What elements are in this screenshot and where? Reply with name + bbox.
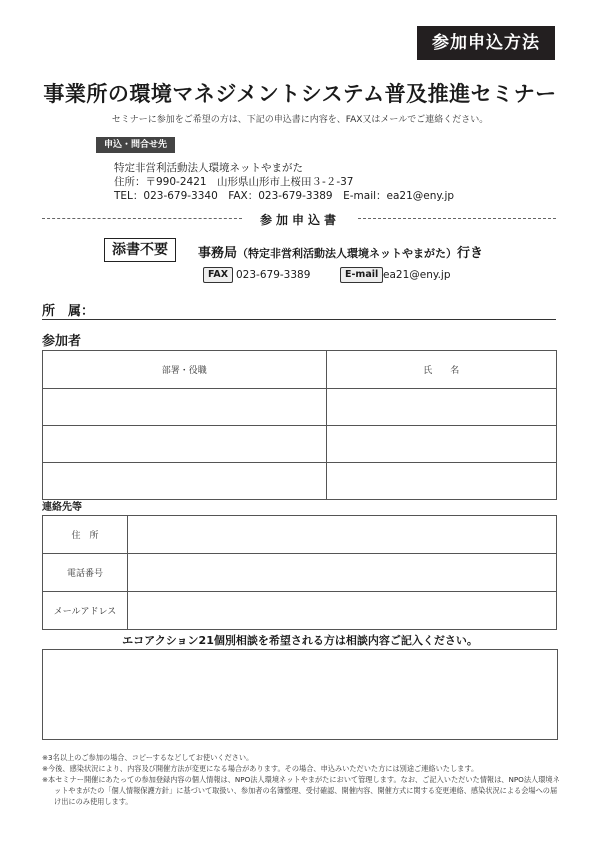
no-cover-letter-stamp: 添書不要: [104, 238, 176, 262]
destination-org: （特定非営利活動法人環境ネットやまがた）: [237, 247, 458, 260]
department-input[interactable]: [43, 389, 327, 426]
table-row: [43, 554, 557, 592]
participants-table: [42, 350, 557, 500]
note-item: ※3名以上のご参加の場合、コピーするなどしてお使いください。: [42, 753, 254, 762]
phone-label: 電話番号: [43, 554, 128, 592]
application-method-badge: 参加申込方法: [417, 26, 555, 60]
contact-tel-fax-email: TEL：023-679-3340 FAX：023-679-3389 E-mail：ea21@eny.jp: [114, 190, 455, 202]
fax-label: FAX: [203, 267, 233, 283]
address-input[interactable]: [128, 516, 557, 554]
participants-heading: 参加者: [42, 334, 82, 349]
contact-details-heading: 連絡先等: [42, 502, 82, 513]
address-label: 住 所: [43, 516, 128, 554]
contact-details-table: [42, 515, 557, 630]
name-input[interactable]: [326, 426, 556, 463]
department-input[interactable]: [43, 426, 327, 463]
column-header-name: 氏 名: [326, 351, 556, 389]
phone-input[interactable]: [128, 554, 557, 592]
destination-suffix: 行き: [457, 246, 484, 261]
email-field-label: メールアドレス: [43, 592, 128, 630]
note-item: ※本セミナー開催にあたっての参加登録内容の個人情報は、NPO法人環境ネットやまがたにおいて管理します。なお、ご記入いただいた情報は、NPO法人環境ネットやまがたの「個人情報保護方針」に基づいて取扱い、参加者の名簿整理、受付確認、開催内容、開催方式に関する変更連絡、感染状況による会場への届け出にのみ使用します。: [42, 775, 560, 806]
eco-action-consultation-heading: エコアクション21個別相談を希望される方は相談内容ご記入ください。: [122, 634, 478, 647]
email-label: E-mail: [340, 267, 383, 283]
note-item: ※今後、感染状況により、内容及び開催方法が変更になる場合があります。その場合、申込みいただいた方には別途ご連絡いたします。: [42, 764, 479, 773]
form-title-text: 参加申込書: [250, 213, 350, 227]
name-input[interactable]: [326, 463, 556, 500]
email-input[interactable]: [128, 592, 557, 630]
destination: [198, 242, 483, 261]
page-title: 事業所の環境マネジメントシステム普及推進セミナー: [43, 82, 557, 106]
contact-tag: 申込・問合せ先: [96, 137, 175, 153]
affiliation-input-line[interactable]: [42, 319, 556, 320]
table-header-row: [43, 351, 557, 389]
fax-number: 023-679-3389: [236, 269, 311, 281]
table-row: [43, 592, 557, 630]
table-row: [43, 389, 557, 426]
column-header-department: 部署・役職: [43, 351, 327, 389]
destination-main: 事務局: [198, 246, 238, 261]
name-input[interactable]: [326, 389, 556, 426]
notes: [42, 752, 562, 807]
contact-organization: 特定非営利活動法人環境ネットやまがた: [114, 162, 303, 174]
affiliation-label: 所 属：: [42, 304, 95, 319]
department-input[interactable]: [43, 463, 327, 500]
table-row: [43, 426, 557, 463]
page-subtitle: セミナーに参加をご希望の方は、下記の申込書に内容を、FAX又はメールでご連絡ください。: [111, 115, 489, 125]
consultation-content-textarea[interactable]: [42, 649, 558, 740]
table-row: [43, 463, 557, 500]
form-title: [0, 211, 600, 228]
table-row: [43, 516, 557, 554]
email-address[interactable]: ea21@eny.jp: [383, 269, 451, 281]
contact-address: 住所：〒990-2421 山形県山形市上桜田３-２-37: [114, 176, 354, 188]
